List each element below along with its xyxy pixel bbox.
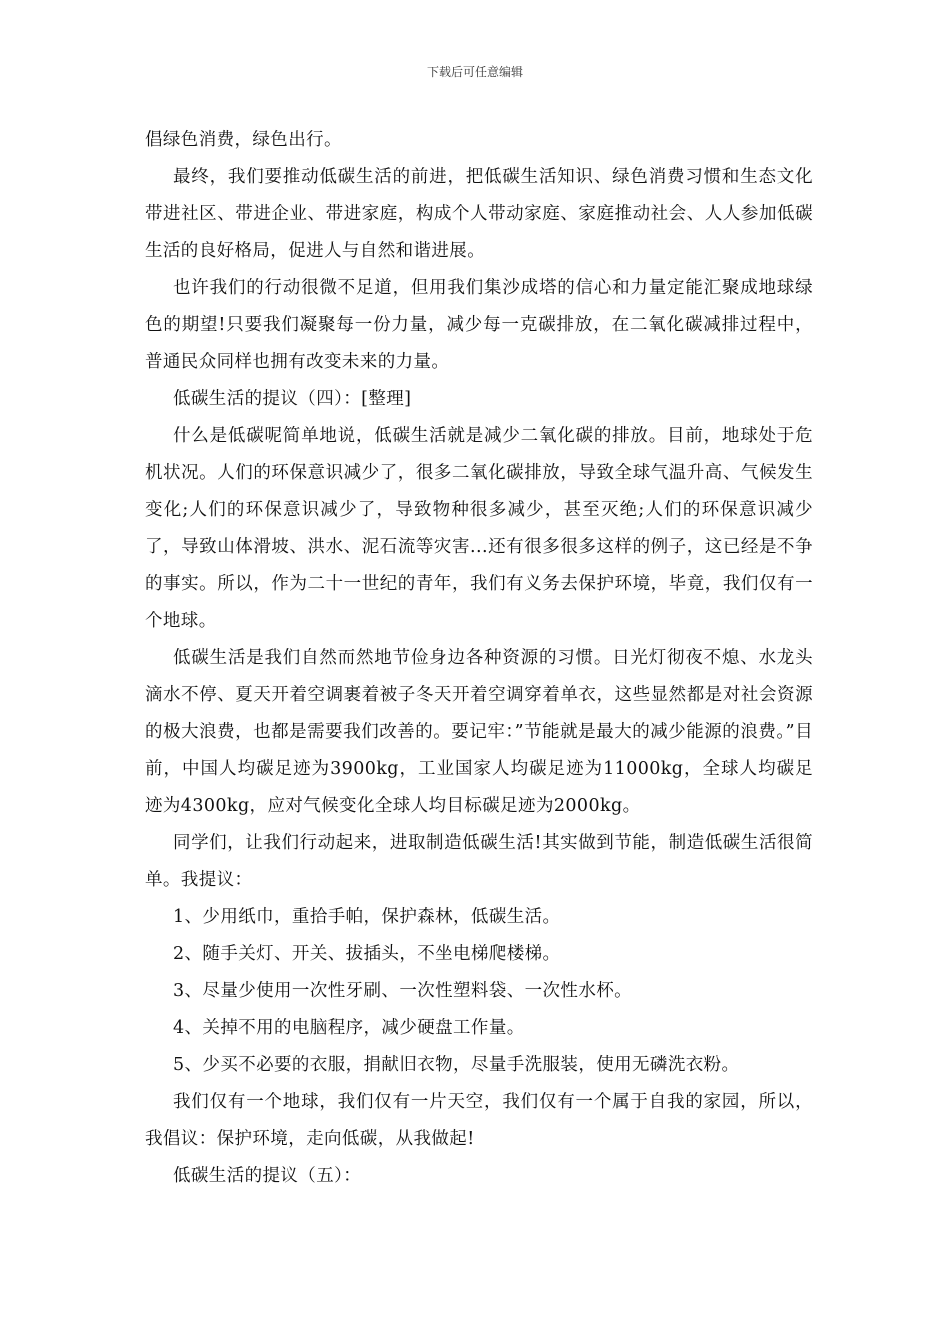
list-item: 4、关掉不用的电脑程序，减少硬盘工作量。	[173, 1018, 525, 1038]
paragraph: 什么是低碳呢简单地说，低碳生活就是减少二氧化碳的排放。目前，地球处于危机状况。人们的环保意识减少了，很多二氧化碳排放，导致全球气温升高、气候发生变化;人们的环保意识减少了，导致物种很多减少，甚至灭绝;人们的环保意识减少了，导致山体滑坡、洪水、泥石流等灾害...还有很多很多这样的例子，这已经是不争的事实。所以，作为二十一世纪的青年，我们有义务去保护环境，毕竟，我们仅有一个地球。	[145, 426, 813, 631]
page-header: 下载后可任意编辑	[426, 65, 523, 79]
list-item: 2、随手关灯、开关、拔插头，不坐电梯爬楼梯。	[173, 944, 561, 964]
paragraph: 也许我们的行动很微不足道，但用我们集沙成塔的信心和力量定能汇聚成地球绿色的期望!只要我们凝聚每一份力量，减少每一克碳排放，在二氧化碳减排过程中，普通民众同样也拥有改变未来的力量。	[145, 278, 813, 372]
section-heading: 低碳生活的提议（四）：[整理]	[173, 389, 412, 409]
document-body	[145, 122, 813, 1195]
paragraph: 我们仅有一个地球，我们仅有一片天空，我们仅有一个属于自我的家园，所以，我倡议：保护环境，走向低碳，从我做起!	[145, 1092, 813, 1149]
list-item: 3、尽量少使用一次性牙刷、一次性塑料袋、一次性水杯。	[173, 981, 633, 1001]
paragraph: 同学们，让我们行动起来，进取制造低碳生活!其实做到节能，制造低碳生活很简单。我提议：	[145, 833, 813, 890]
section-heading: 低碳生活的提议（五）：	[173, 1166, 362, 1186]
paragraph-continuation: 倡绿色消费，绿色出行。	[145, 130, 342, 150]
paragraph: 低碳生活是我们自然而然地节俭身边各种资源的习惯。日光灯彻夜不熄、水龙头滴水不停、夏天开着空调裹着被子冬天开着空调穿着单衣，这些显然都是对社会资源的极大浪费，也都是需要我们改善的。要记牢：”节能就是最大的减少能源的浪费。”目前，中国人均碳足迹为3900kg，工业国家人均碳足迹为11000kg，全球人均碳足迹为4300kg，应对气候变化全球人均目标碳足迹为2000kg。	[145, 648, 813, 816]
list-item: 5、少买不必要的衣服，捐献旧衣物，尽量手洗服装，使用无磷洗衣粉。	[173, 1055, 740, 1075]
paragraph: 最终，我们要推动低碳生活的前进，把低碳生活知识、绿色消费习惯和生态文化带进社区、带进企业、带进家庭，构成个人带动家庭、家庭推动社会、人人参加低碳生活的良好格局，促进人与自然和谐进展。	[145, 167, 813, 261]
list-item: 1、少用纸巾，重拾手帕，保护森林，低碳生活。	[173, 907, 561, 927]
